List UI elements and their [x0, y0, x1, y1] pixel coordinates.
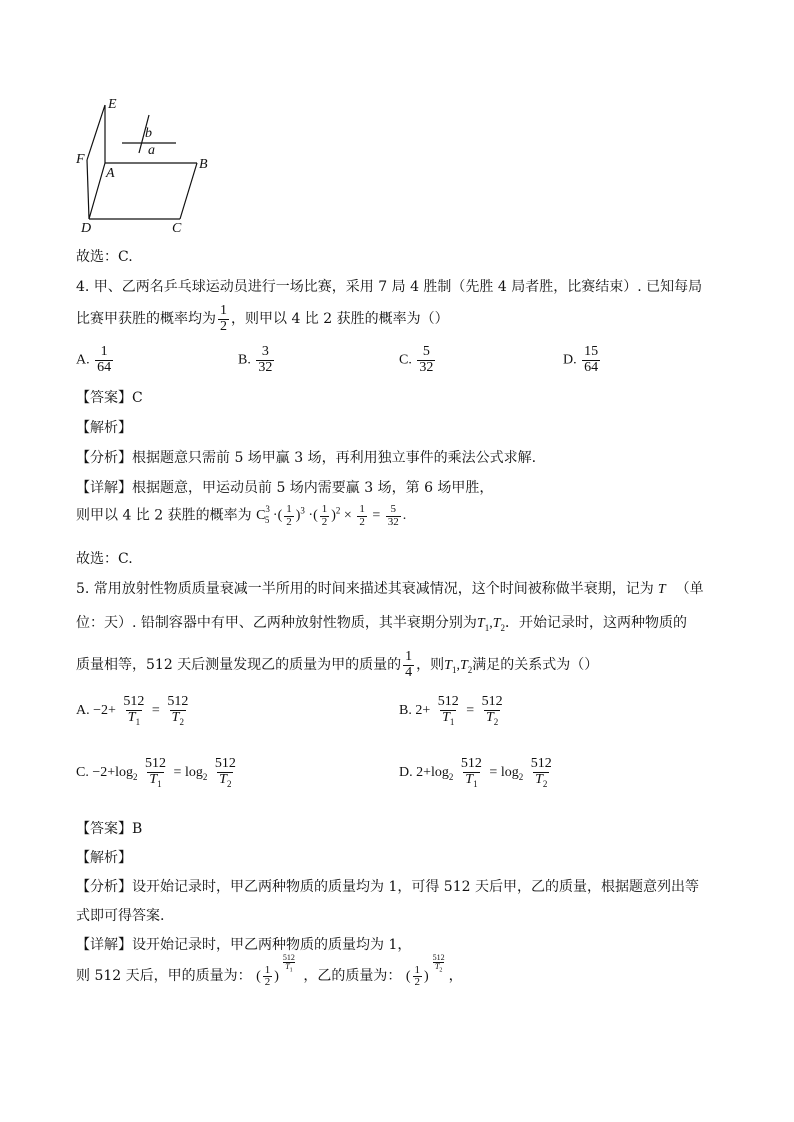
q5-option-b: B. 2+ $\frac{512}{T_1}$ = $\frac{512}{T_2}$ [399, 694, 503, 727]
q4-calculation: 则甲以 4 比 2 获胜的概率为 $C^3_5$ ·( $\frac{1}{2}$ )$^3$ ·( $\frac{1}{2}$ )$^2$ × $\frac{1}{2}$ = $\frac{5}{32}$ . [76, 503, 407, 528]
label-F: F [76, 152, 85, 167]
q5-analysis-heading: 【解析】 [76, 850, 132, 866]
q5-final-line: 则 512 天后，甲的质量为： ( $\frac{1}{2}$ ) $^{\frac{512}{T_1}}$ ，乙的质量为： ( $\frac{1}{2}$ ) $^{\frac{512}{T_2}}$ ， [76, 953, 463, 989]
q5-stem-line1: 5. 常用放射性物质质量衰减一半所用的时间来描述其衰减情况，这个时间被称做半衰期，记为 T （单 [76, 581, 704, 597]
q4-conclusion: 故选：C. [76, 551, 133, 567]
q4-option-c: C. $\frac{5}{32}$ [399, 344, 434, 375]
q3-conclusion: 故选：C. [76, 249, 133, 265]
q5-fenxi-line2: 式即可得答案. [76, 908, 165, 924]
q4-xiangjie: 【详解】根据题意，甲运动员前 5 场内需要赢 3 场，第 6 场甲胜， [76, 480, 494, 496]
q4-fenxi: 【分析】根据题意只需前 5 场甲赢 3 场，再利用独立事件的乘法公式求解. [76, 450, 537, 466]
q5-fenxi-line1: 【分析】设开始记录时，甲乙两种物质的质量均为 1，可得 512 天后甲，乙的质量，根据题意列出等 [76, 879, 699, 895]
geometry-figure [70, 95, 230, 240]
label-D: D [81, 221, 92, 236]
label-a: a [148, 143, 155, 158]
label-C: C [172, 221, 182, 236]
q5-option-a: A. −2+ $\frac{512}{T_1}$ = $\frac{512}{T_2}$ [76, 694, 189, 727]
q4-analysis-heading: 【解析】 [76, 420, 132, 436]
q4-option-b: B. $\frac{3}{32}$ [238, 344, 273, 375]
q5-xiangjie: 【详解】设开始记录时，甲乙两种物质的质量均为 1， [76, 937, 412, 953]
label-B: B [199, 157, 208, 172]
q4-option-a: A. $\frac{1}{64}$ [76, 344, 112, 375]
label-A: A [106, 166, 115, 181]
q4-option-d: D. $\frac{15}{64}$ [563, 344, 599, 375]
q4-answer: 【答案】C [76, 390, 143, 406]
q5-stem-line3: 质量相等，512 天后测量发现乙的质量为甲的质量的 $\frac{1}{4}$ ，则$T_1,T_2$满足的关系式为（） [76, 649, 599, 680]
label-E: E [108, 97, 117, 112]
q5-answer: 【答案】B [76, 821, 143, 837]
q5-option-c: C. $-2+\log_2$ $\frac{512}{T_1}$ = $\log_2$ $\frac{512}{T_2}$ [76, 756, 236, 789]
q4-stem-line1: 4. 甲、乙两名乒乓球运动员进行一场比赛，采用 7 局 4 胜制（先胜 4 局者胜，比赛结束）. 已知每局 [76, 279, 703, 295]
q4-stem-line2: 比赛甲获胜的概率均为 $\frac{1}{2}$ ，则甲以 4 比 2 获胜的概率为（） [76, 303, 449, 334]
q5-option-d: D. $2+\log_2$ $\frac{512}{T_1}$ = $\log_2$ $\frac{512}{T_2}$ [399, 756, 552, 789]
label-b: b [145, 126, 152, 141]
q5-stem-line2: 位：天）. 铅制容器中有甲、乙两种放射性物质，其半衰期分别为$T_1,T_2$．开始记录时，这两种物质的 [76, 615, 687, 633]
